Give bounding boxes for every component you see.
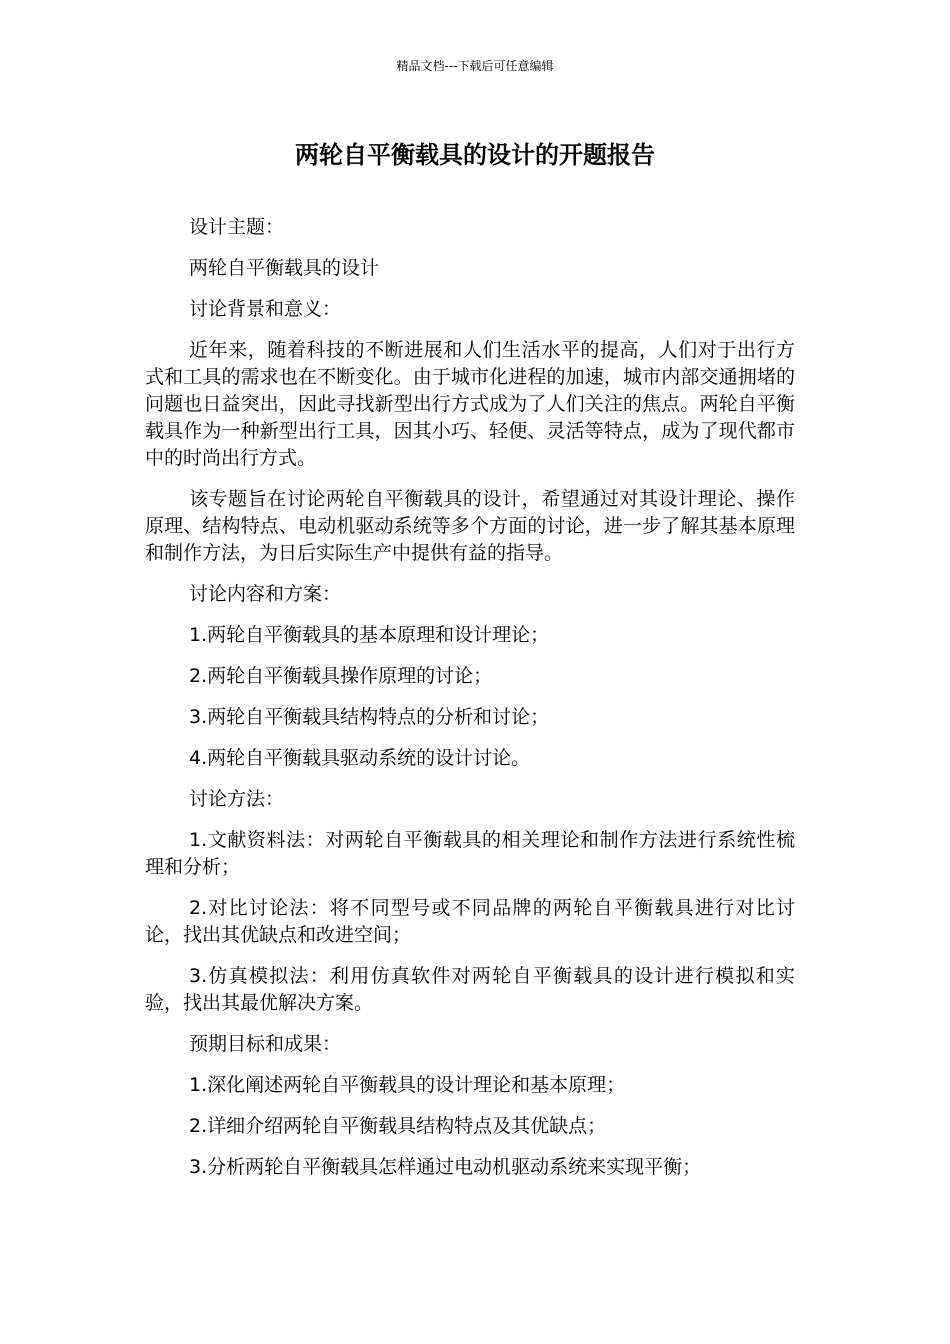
- paragraph-background-heading: 讨论背景和意义：: [189, 298, 342, 320]
- paragraph-goal-item-1: 1.深化阐述两轮自平衡载具的设计理论和基本原理；: [189, 1074, 626, 1096]
- header-note: 精品文档---下载后可任意编辑: [396, 59, 554, 73]
- paragraph-method-heading: 讨论方法：: [189, 788, 285, 810]
- paragraph-goals-heading: 预期目标和成果：: [189, 1033, 342, 1055]
- paragraph-content-item-4: 4.两轮自平衡载具驱动系统的设计讨论。: [189, 747, 531, 769]
- paragraph-content-item-1: 1.两轮自平衡载具的基本原理和设计理论；: [189, 624, 550, 646]
- paragraph-method-item-2: 2.对比讨论法：将不同型号或不同品牌的两轮自平衡载具进行对比讨论，找出其优缺点和改进空间；: [145, 897, 795, 946]
- paragraph-method-item-1: 1.文献资料法：对两轮自平衡载具的相关理论和制作方法进行系统性梳理和分析；: [145, 829, 795, 878]
- document-title: 两轮自平衡载具的设计的开题报告: [295, 141, 655, 169]
- paragraph-content-item-3: 3.两轮自平衡载具结构特点的分析和讨论；: [189, 706, 550, 728]
- paragraph-goal-item-2: 2.详细介绍两轮自平衡载具结构特点及其优缺点；: [189, 1115, 607, 1137]
- paragraph-goal-item-3: 3.分析两轮自平衡载具怎样通过电动机驱动系统来实现平衡；: [189, 1156, 702, 1178]
- paragraph-purpose-body: 该专题旨在讨论两轮自平衡载具的设计，希望通过对其设计理论、操作原理、结构特点、电动机驱动系统等多个方面的讨论，进一步了解其基本原理和制作方法，为日后实际生产中提供有益的指导。: [145, 488, 795, 564]
- paragraph-content-heading: 讨论内容和方案：: [189, 583, 342, 605]
- paragraph-background-body: 近年来，随着科技的不断进展和人们生活水平的提高，人们对于出行方式和工具的需求也在不断变化。由于城市化进程的加速，城市内部交通拥堵的问题也日益突出，因此寻找新型出行方式成为了人们关注的焦点。两轮自平衡载具作为一种新型出行工具，因其小巧、轻便、灵活等特点，成为了现代都市中的时尚出行方式。: [145, 339, 795, 469]
- paragraph-method-item-3: 3.仿真模拟法：利用仿真软件对两轮自平衡载具的设计进行模拟和实验，找出其最优解决方案。: [145, 965, 795, 1014]
- document-body: [145, 214, 795, 1195]
- paragraph-design-topic-heading: 设计主题：: [189, 216, 285, 238]
- paragraph-design-topic: 两轮自平衡载具的设计: [189, 257, 380, 279]
- paragraph-content-item-2: 2.两轮自平衡载具操作原理的讨论；: [189, 665, 493, 687]
